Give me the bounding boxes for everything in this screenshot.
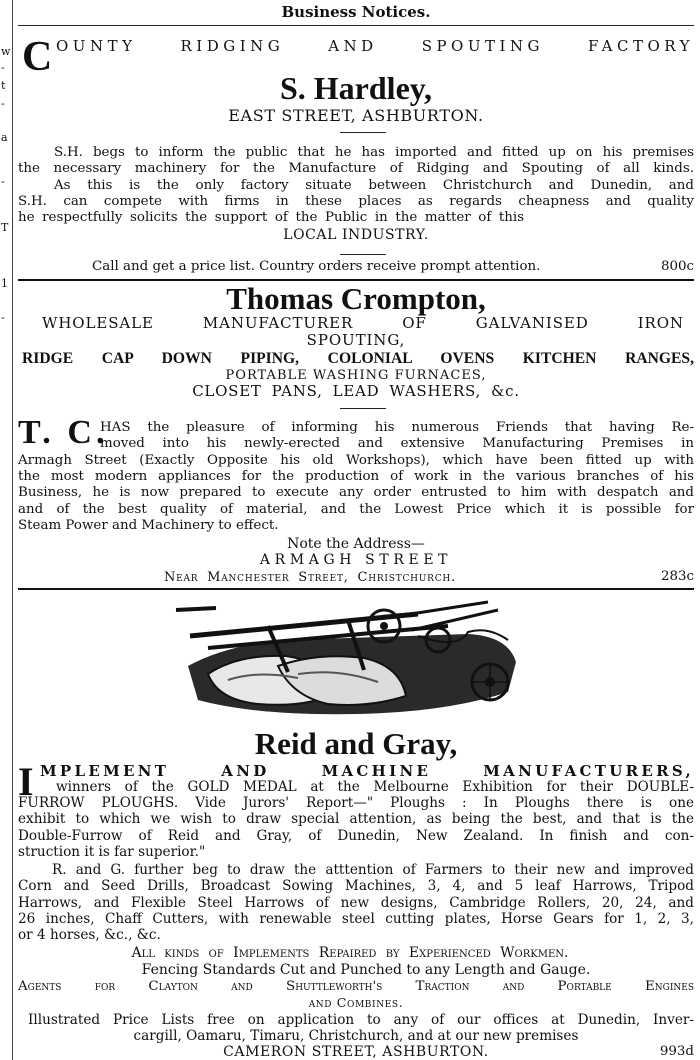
- reid-gray-repaired: All kinds of Implements Repaired by Experienced Workmen.: [131, 945, 569, 961]
- reid-gray-agents: Agents for Clayton and Shuttleworth's Traction and Portable Engines: [18, 979, 694, 994]
- hardley-name: S. Hardley,: [279, 70, 432, 106]
- reid-gray-lists: Illustrated Price Lists free on application to any of our offices at Dunedin, Inver-: [28, 1012, 694, 1028]
- crompton-name: Thomas Crompton,: [226, 281, 486, 316]
- crompton-body-line: HAS the pleasure of informing his numerous Friends that having Re-: [100, 420, 694, 435]
- crompton-street: ARMAGH STREET: [259, 552, 453, 568]
- reid-gray-body-line: FURROW PLOUGHS. Vide Jurors' Report—" Ploughs : In Ploughs there is one: [18, 795, 694, 811]
- divider: [340, 132, 386, 133]
- drop-cap: I: [18, 759, 34, 804]
- crompton-near: Near Manchester Street, Christchurch.: [164, 570, 456, 585]
- hardley-body-line: S.H. begs to inform the public that he has imported and fitted up on his premises: [54, 145, 694, 160]
- hardley-title: OUNTY RIDGING AND SPOUTING FACTORY: [56, 37, 694, 55]
- crompton-body-line: and of the best quality of material, and the Lowest Price which it is possible for: [18, 502, 694, 517]
- reid-gray-fencing: Fencing Standards Cut and Punched to any Length and Gauge.: [141, 962, 591, 978]
- reid-gray-body-line: winners of the GOLD MEDAL at the Melbourne Exhibition for their DOUBLE-: [56, 779, 694, 795]
- reid-gray-lists-cont: cargill, Oamaru, Timaru, Christchurch, and at our new premises: [133, 1028, 579, 1044]
- left-gutter-fragment: [0, 0, 13, 1060]
- crompton-line4: PORTABLE WASHING FURNACES,: [225, 368, 487, 383]
- crompton-line1: WHOLESALE MANUFACTURER OF GALVANISED IRON: [42, 314, 684, 332]
- gutter-mark: t: [1, 79, 6, 92]
- crompton-body-line: Business, he is now prepared to execute any order entrusted to him with despatch and: [18, 485, 694, 500]
- reid-gray-body-line: exhibit to which we wish to draw special attention, as being the best, and that is the: [18, 811, 694, 827]
- reid-gray-body-line: or 4 horses, &c., &c.: [18, 927, 161, 943]
- gutter-mark: -: [1, 97, 5, 110]
- reid-gray-body-line: Corn and Seed Drills, Broadcast Sowing Machines, 3, 4, and 5 leaf Harrows, Tripod: [18, 878, 694, 894]
- crompton-line5: CLOSET PANS, LEAD WASHERS, &c.: [192, 382, 520, 400]
- gutter-mark: a: [1, 131, 8, 144]
- gutter-mark: -: [1, 311, 5, 324]
- crompton-body-line: Armagh Street (Exactly Opposite his old Workshops), which have been fitted up with: [18, 453, 694, 468]
- ad-number: 283c: [660, 569, 694, 584]
- gutter-mark: 1: [1, 277, 8, 290]
- hardley-body-line: the necessary machinery for the Manufacture of Ridging and Spouting of all kinds.: [18, 161, 694, 176]
- section-header: Business Notices.: [281, 3, 431, 21]
- crompton-note: Note the Address—: [287, 536, 425, 552]
- ad-number: 993d: [659, 1044, 694, 1059]
- hardley-body-line: S.H. can compete with firms in these places as regards cheapness and quality: [18, 194, 694, 209]
- reid-gray-body-line: struction it is far superior.": [18, 844, 206, 860]
- reid-gray-premises: CAMERON STREET, ASHBURTON.: [223, 1044, 489, 1060]
- gutter-mark: -: [1, 61, 5, 74]
- gutter-mark: T: [1, 221, 9, 234]
- header-rule: [18, 25, 694, 26]
- hardley-footer: Call and get a price list. Country orders receive prompt attention.: [92, 259, 541, 274]
- crompton-body-line: moved into his newly-erected and extensive Manufacturing Premises in: [100, 436, 694, 451]
- reid-gray-body-line: 26 inches, Chaff Cutters, with renewable steel cutting plates, Horse Gears for 1, 2, 3,: [18, 911, 694, 927]
- reid-gray-title: MPLEMENT AND MACHINE MANUFACTURERS,: [40, 762, 694, 780]
- hardley-body-line: he respectfully solicits the support of the Public in the matter of this: [18, 210, 525, 225]
- gutter-mark: w: [1, 45, 11, 58]
- hardley-address: EAST STREET, ASHBURTON.: [228, 106, 484, 125]
- plough-illustration: [168, 596, 528, 720]
- reid-gray-agents-cont: and Combines.: [308, 995, 404, 1010]
- reid-gray-body-line: Harrows, and Flexible Steel Harrows of new designs, Cambridge Rollers, 20, 24, and: [18, 895, 694, 911]
- divider: [340, 408, 386, 409]
- ad-number: 800c: [660, 259, 694, 274]
- hardley-closing: LOCAL INDUSTRY.: [283, 227, 429, 243]
- drop-cap: T. C.: [18, 414, 109, 451]
- hardley-body-line: As this is the only factory situate between Christchurch and Dunedin, and: [54, 178, 694, 193]
- gutter-mark: -: [1, 175, 5, 188]
- reid-gray-body-line: R. and G. further beg to draw the atttention of Farmers to their new and improved: [52, 862, 694, 878]
- drop-cap: C: [22, 34, 53, 80]
- reid-gray-body-line: Double-Furrow of Reid and Gray, of Dunedin, New Zealand. In finish and con-: [18, 828, 694, 844]
- reid-gray-name: Reid and Gray,: [254, 726, 458, 761]
- crompton-body-line: the most modern appliances for the production of work in the various branches of his: [18, 469, 694, 484]
- advert-rule: [18, 588, 694, 590]
- divider: [340, 254, 386, 255]
- crompton-line2: SPOUTING,: [306, 331, 406, 349]
- crompton-body-line: Steam Power and Machinery to effect.: [18, 518, 279, 533]
- crompton-line3: RIDGE CAP DOWN PIPING, COLONIAL OVENS KITCHEN RANGES,: [22, 350, 694, 367]
